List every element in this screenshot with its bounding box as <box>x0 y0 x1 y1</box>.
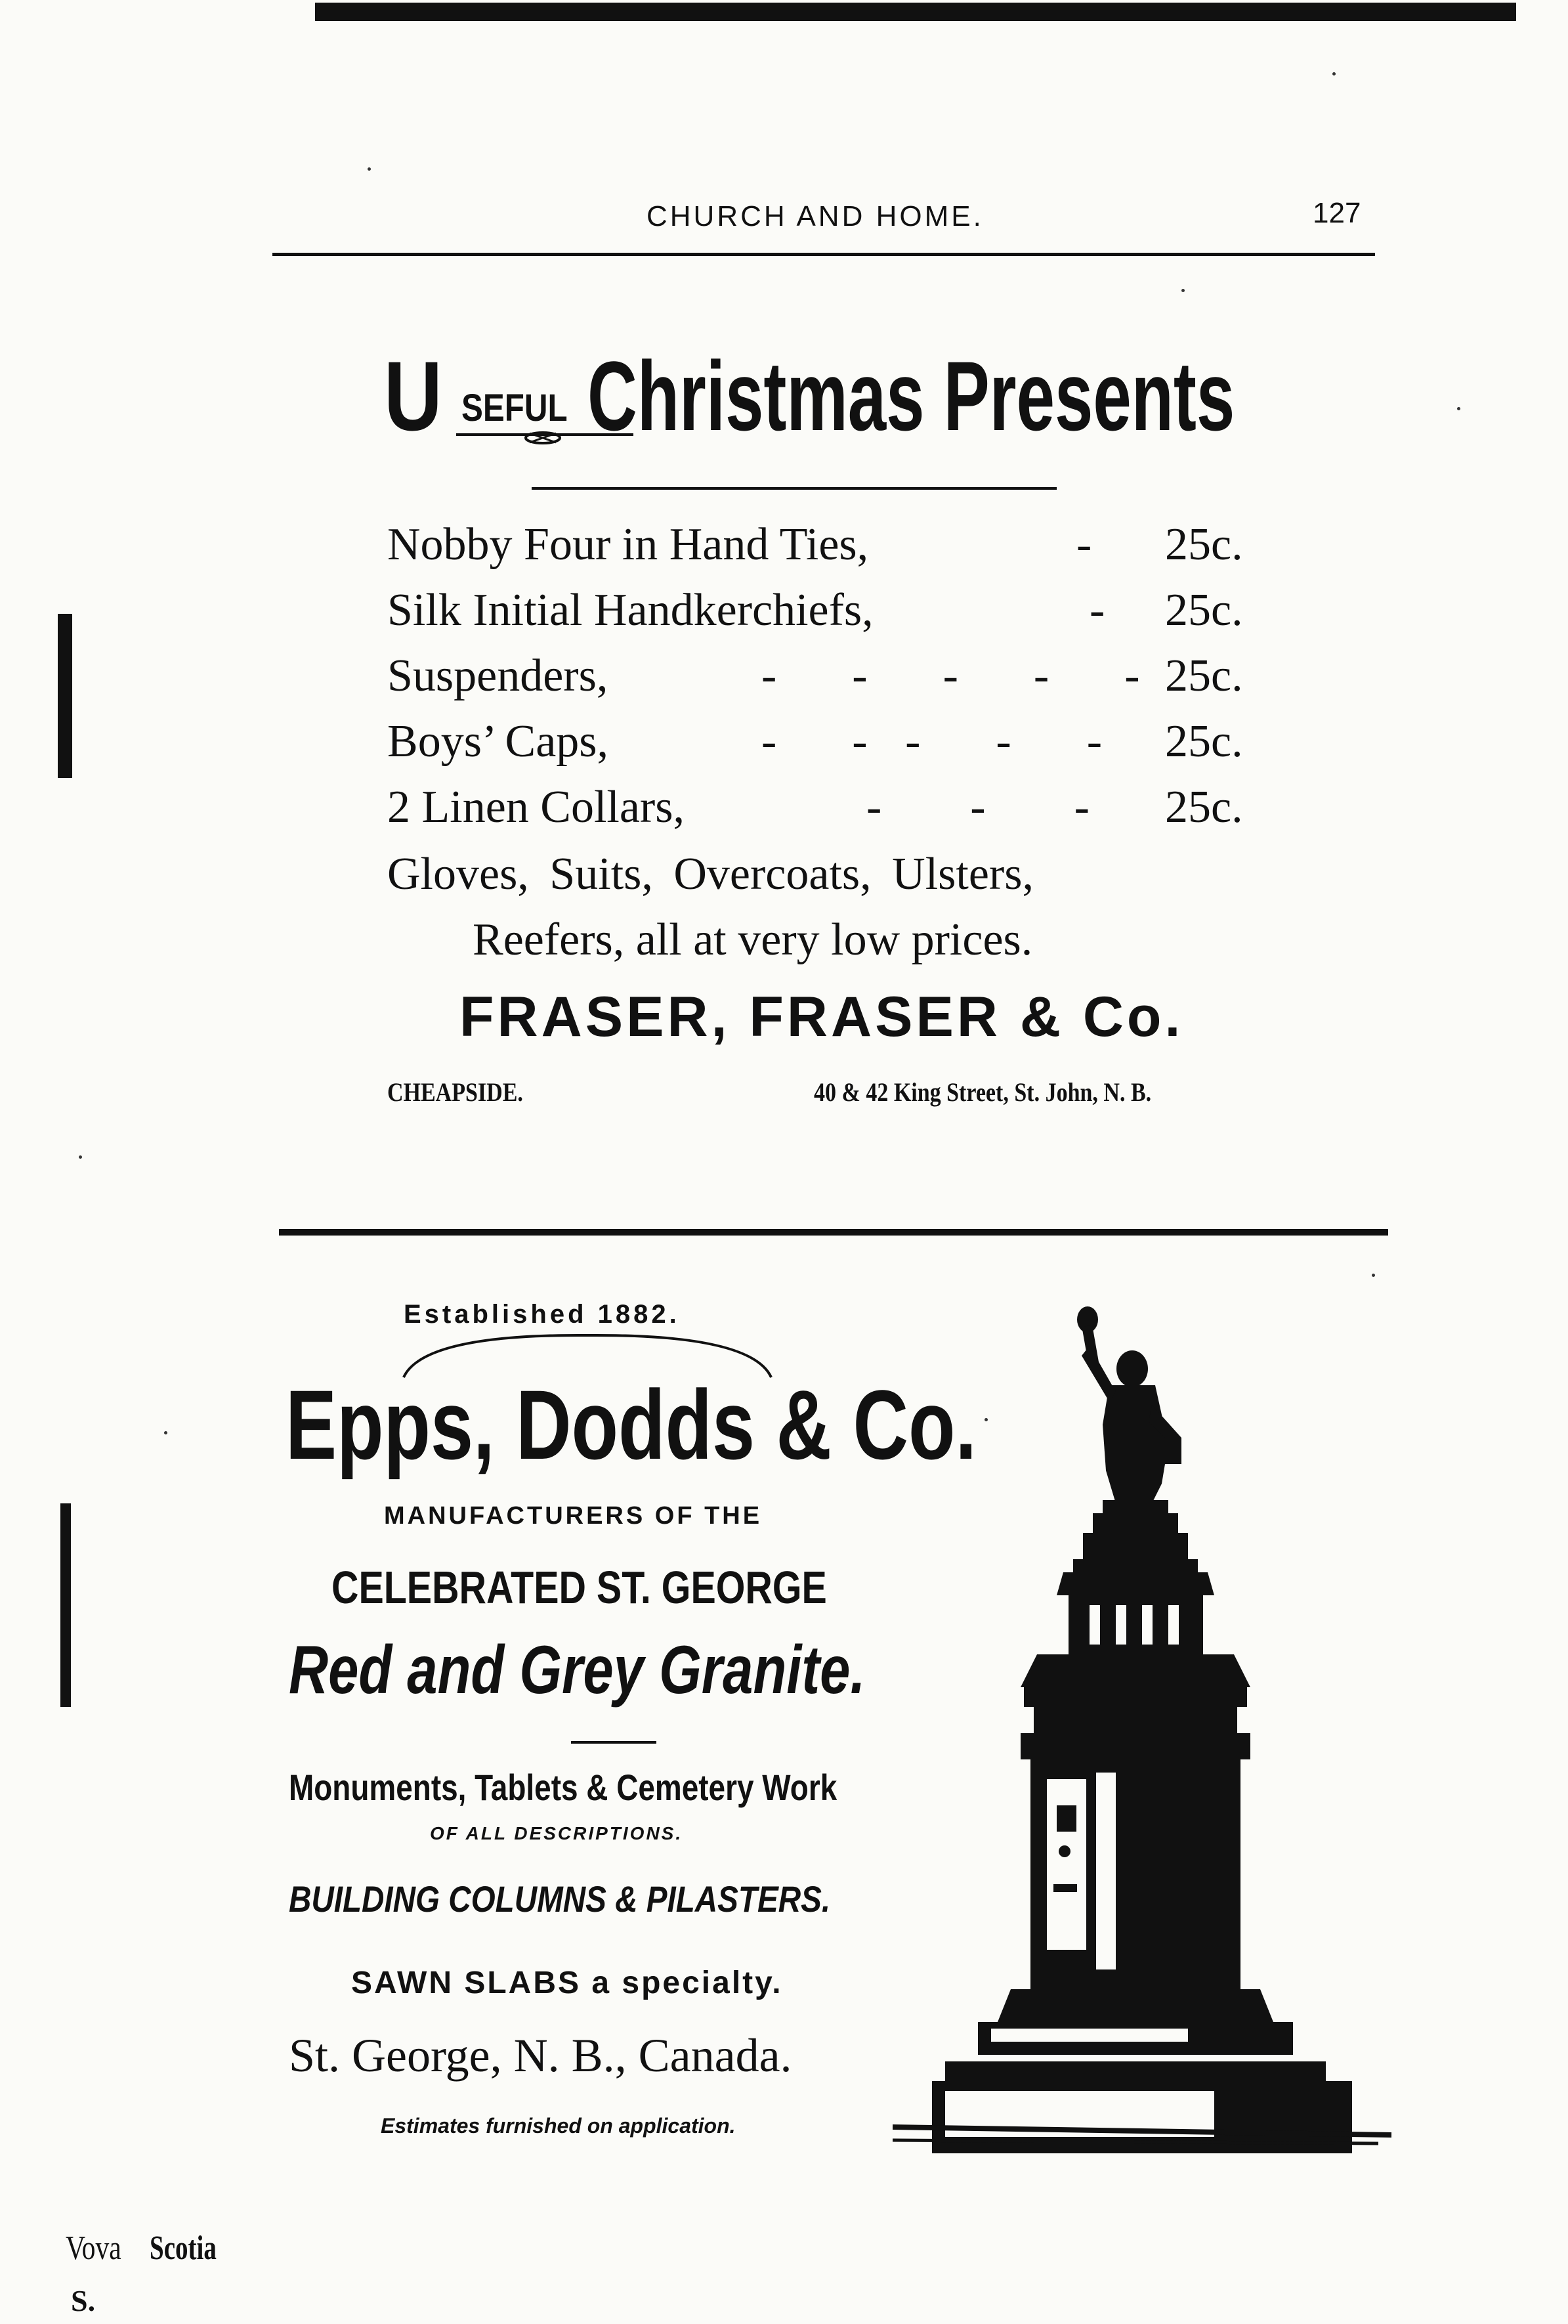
item-name: 2 Linen Collars, <box>387 782 685 832</box>
ad1-title-rule <box>532 487 1057 490</box>
item-dashes: - - - - - <box>761 651 1140 701</box>
ad1-location-left: CHEAPSIDE. <box>387 1077 523 1107</box>
monument-illustration <box>893 1306 1391 2160</box>
running-head: CHURCH AND HOME. <box>646 200 984 232</box>
item-price: 25c. <box>1165 782 1243 832</box>
price-row <box>387 584 1273 643</box>
scan-speck <box>1372 1274 1375 1277</box>
item-name: Nobby Four in Hand Ties, <box>387 519 869 570</box>
scan-speck <box>985 1418 988 1421</box>
more-items-line-1: Gloves, Suits, Overcoats, Ulsters, <box>387 849 1034 899</box>
ornament-icon <box>523 431 562 445</box>
ad2-descriptions: OF ALL DESCRIPTIONS. <box>430 1823 683 1843</box>
section-divider-rule <box>279 1229 1388 1236</box>
title-small-caps: SEFUL <box>461 387 568 429</box>
ad2-established: Established 1882. <box>404 1300 680 1329</box>
item-name: Suspenders, <box>387 651 608 701</box>
item-price: 25c. <box>1165 519 1243 570</box>
header-rule <box>272 253 1375 256</box>
item-dashes: - - - <box>866 782 1090 832</box>
scan-speck <box>1332 72 1336 75</box>
more-items-line-2: Reefers, all at very low prices. <box>473 915 1033 965</box>
price-row <box>387 716 1273 775</box>
item-price: 25c. <box>1165 716 1243 767</box>
ad2-granite: Red and Grey Granite. <box>289 1632 866 1708</box>
margin-note-vova: Vova <box>66 2229 121 2267</box>
ad2-sawn-slabs: SAWN SLABS a specialty. <box>351 1966 783 2000</box>
title-main: Christmas Presents <box>587 341 1235 451</box>
margin-note-ss: S. <box>71 2284 96 2317</box>
ad1-title <box>384 341 1263 465</box>
scan-edge-mark <box>60 1503 71 1707</box>
ad2-location: St. George, N. B., Canada. <box>289 2029 792 2082</box>
item-dashes: - - - - - <box>761 716 1103 767</box>
scan-speck <box>1181 289 1185 292</box>
item-price: 25c. <box>1165 651 1243 701</box>
ad2-short-rule <box>571 1741 656 1744</box>
ad2-manufacturers: MANUFACTURERS OF THE <box>384 1502 763 1530</box>
item-dashes: - <box>1090 585 1105 635</box>
item-price: 25c. <box>1165 585 1243 635</box>
ad2-estimates: Estimates furnished on application. <box>381 2114 736 2138</box>
price-row <box>387 519 1273 578</box>
ad1-address: 40 & 42 King Street, St. John, N. B. <box>814 1077 1152 1107</box>
scan-edge-mark <box>58 614 72 778</box>
ad1-company-name: FRASER, FRASER & Co. <box>459 985 1184 1048</box>
page-number: 127 <box>1313 197 1361 229</box>
scan-speck <box>368 167 371 171</box>
scan-speck <box>164 1431 167 1434</box>
ad2-celebrated: CELEBRATED ST. GEORGE <box>331 1562 827 1613</box>
price-row <box>387 650 1273 709</box>
item-dashes: - <box>1076 519 1092 570</box>
price-row <box>387 781 1273 840</box>
scan-speck <box>1457 407 1460 410</box>
top-edge-bar <box>315 3 1516 21</box>
title-initial: U <box>384 341 442 451</box>
scan-speck <box>79 1155 82 1159</box>
item-name: Silk Initial Handkerchiefs, <box>387 585 874 635</box>
ad2-building: BUILDING COLUMNS & PILASTERS. <box>289 1878 831 1920</box>
ad2-monuments: Monuments, Tablets & Cemetery Work <box>289 1767 837 1808</box>
item-name: Boys’ Caps, <box>387 716 609 767</box>
ad2-company-name: Epps, Dodds & Co. <box>286 1369 977 1480</box>
margin-note-scotia: Scotia <box>150 2229 217 2267</box>
